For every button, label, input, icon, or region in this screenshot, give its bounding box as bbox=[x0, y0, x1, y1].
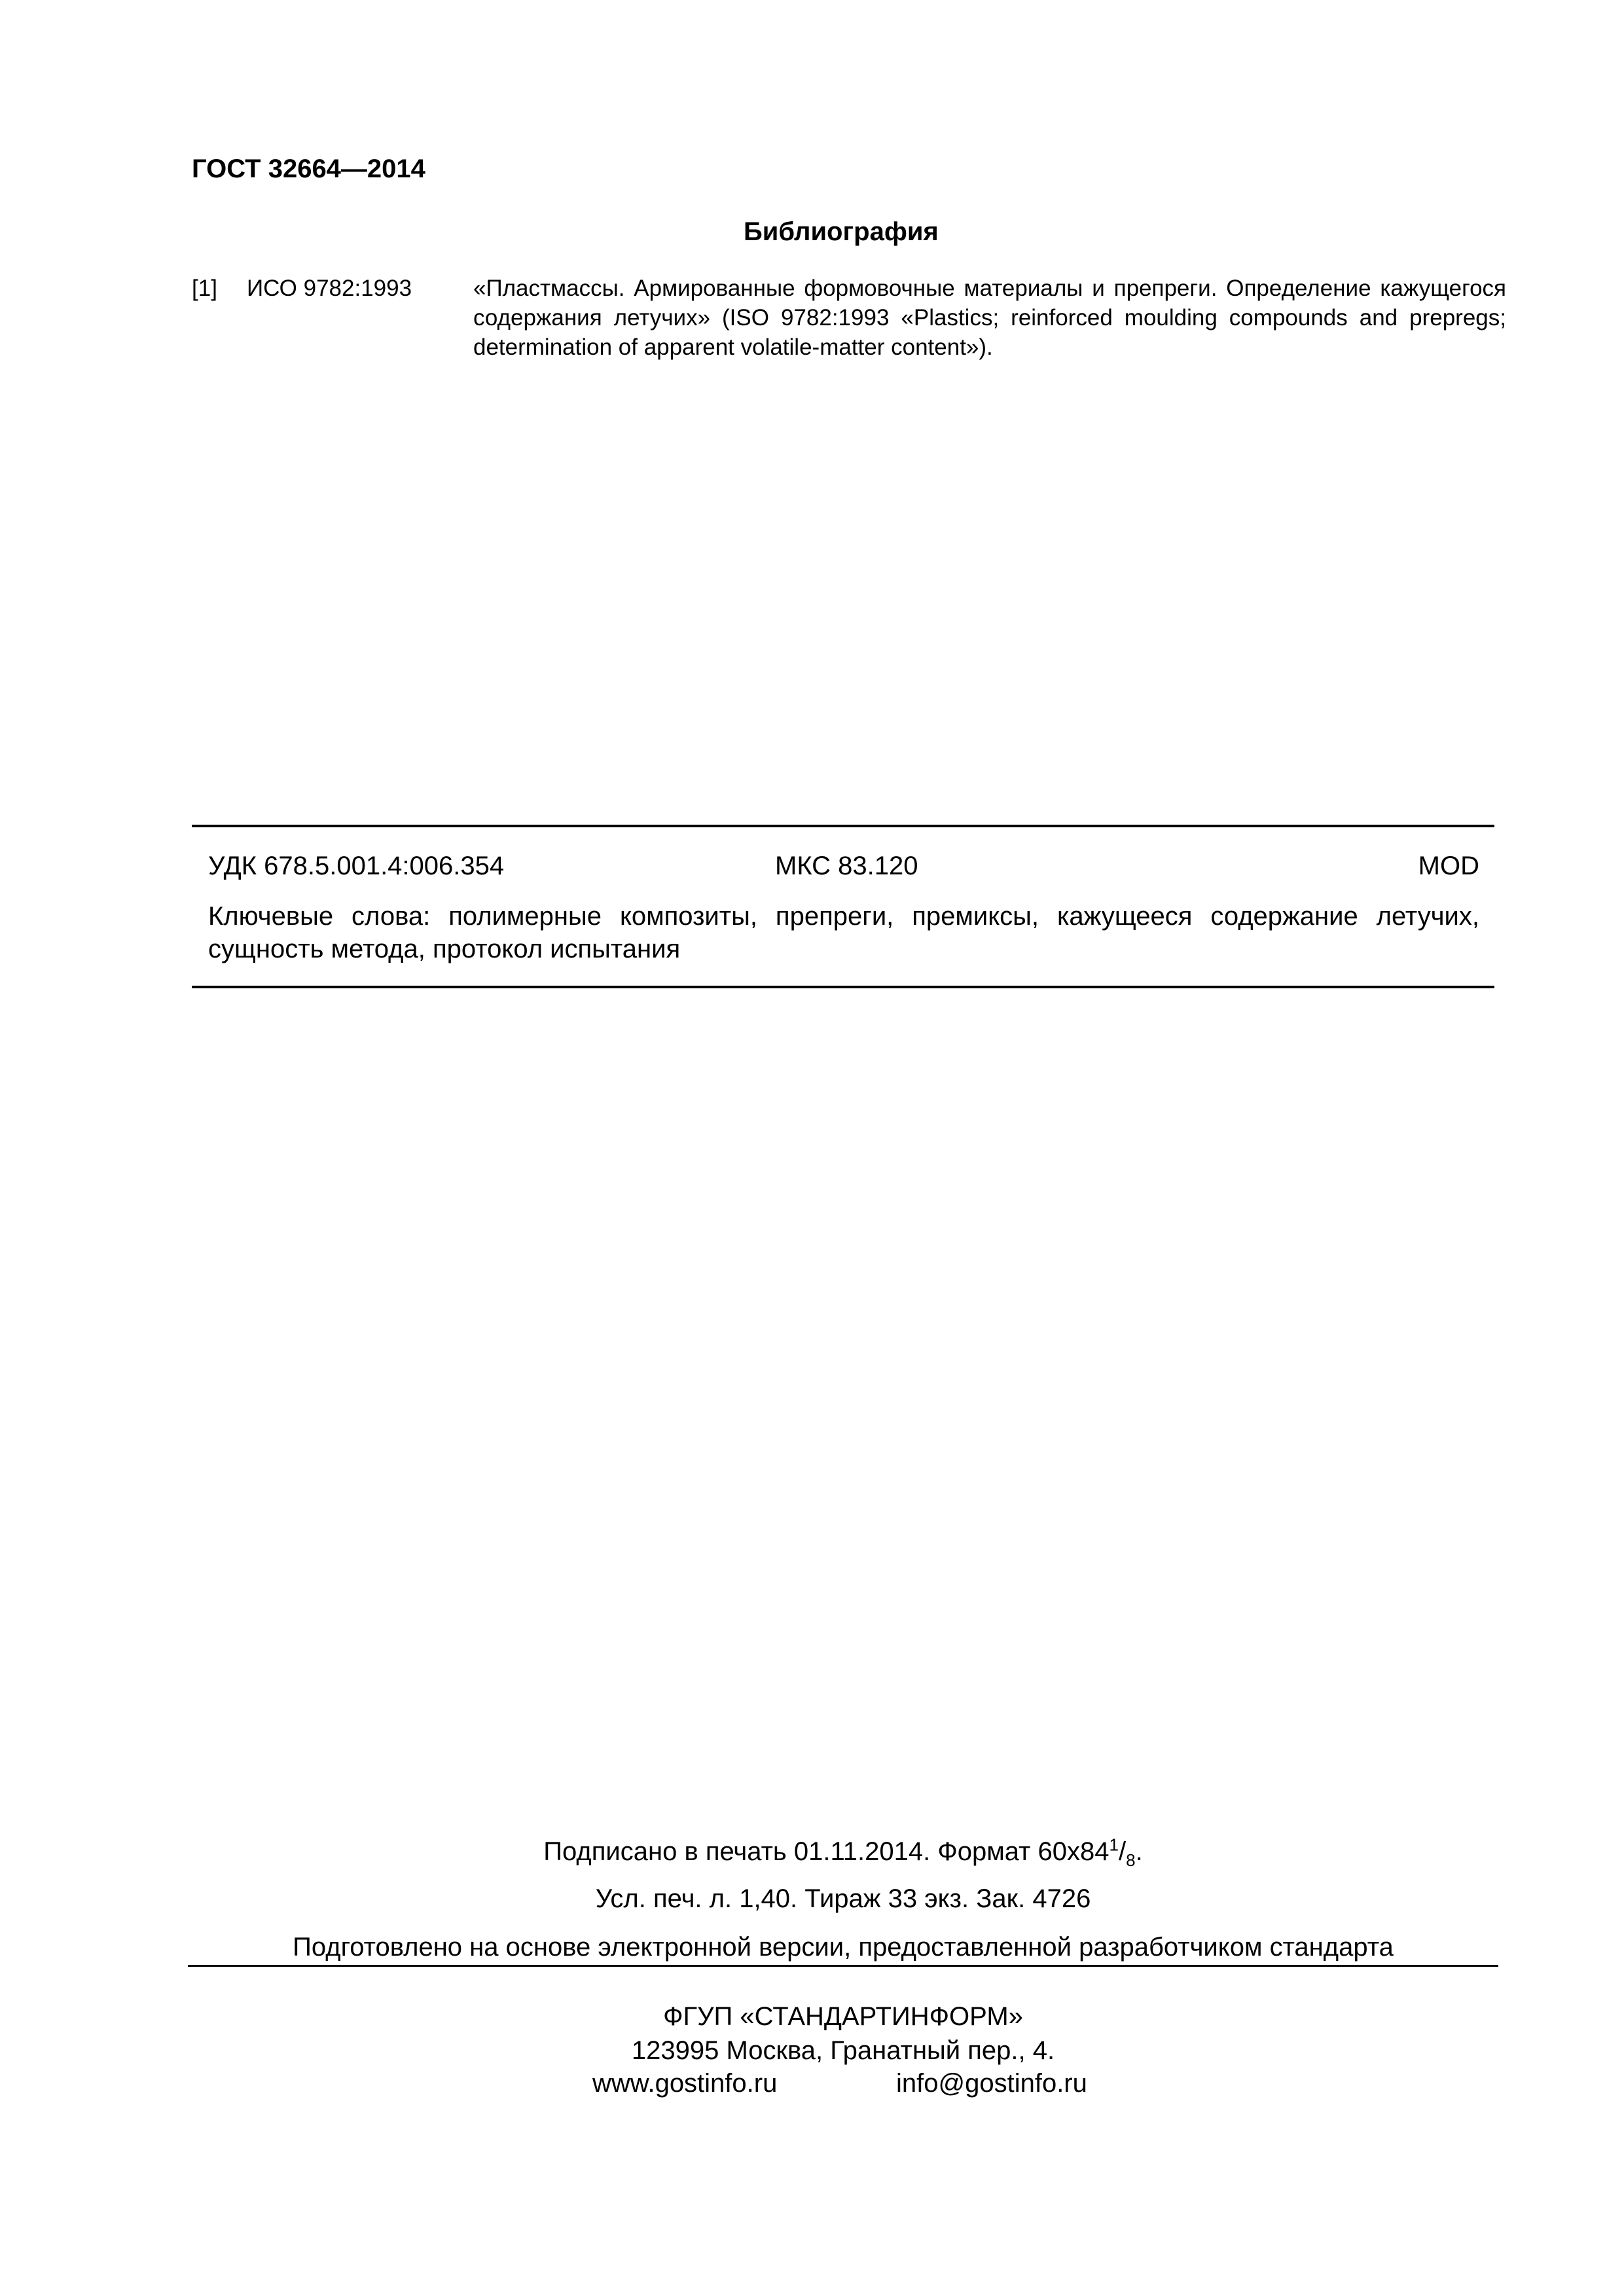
keywords: Ключевые слова: полимерные композиты, препреги, премиксы, кажущееся содержание летучих, сущность метода, протокол испытания bbox=[208, 902, 1479, 963]
bibliography-entry bbox=[192, 274, 1506, 372]
classification-top-rule bbox=[192, 825, 1494, 827]
classification-row bbox=[208, 848, 1479, 884]
publisher-name: ФГУП «СТАНДАРТИНФОРМ» bbox=[663, 2002, 1023, 2031]
udk-code: УДК 678.5.001.4:006.354 bbox=[208, 852, 505, 880]
bibliography-entry-number: [1] bbox=[192, 276, 217, 301]
publisher-website[interactable]: www.gostinfo.ru bbox=[592, 2069, 778, 2098]
modification-marker: MOD bbox=[1418, 852, 1479, 880]
signed-for-print-text: Подписано в печать 01.11.2014. Формат 60х84 bbox=[543, 1837, 1110, 1866]
publisher-address: 123995 Москва, Гранатный пер., 4. bbox=[631, 2036, 1055, 2065]
signed-for-print-end: . bbox=[1135, 1837, 1143, 1866]
bibliography-entry-text: «Пластмассы. Армированные формовочные материалы и препреги. Определение кажущегося содержания летучих» (ISO 9782:1993 «Plastics; reinforced moulding compounds and prepregs; determination of apparent volatile-matter content»). bbox=[473, 276, 1506, 360]
print-details: Усл. печ. л. 1,40. Тираж 33 экз. Зак. 4726 bbox=[595, 1884, 1091, 1913]
format-numerator: 1 bbox=[1109, 1835, 1119, 1855]
footer-rule bbox=[188, 1965, 1498, 1967]
classification-bottom-rule bbox=[192, 986, 1494, 988]
publisher-contacts bbox=[188, 2066, 1498, 2101]
bibliography-entry-code: ИСО 9782:1993 bbox=[247, 276, 412, 301]
prepared-note: Подготовлено на основе электронной версии, предоставленной разработчиком стандарта bbox=[293, 1933, 1394, 1962]
format-denominator: 8 bbox=[1126, 1850, 1136, 1870]
signed-for-print: Подписано в печать 01.11.2014. Формат $60х84^1/_8$. bbox=[543, 1835, 1143, 1870]
publisher-email[interactable]: info@gostinfo.ru bbox=[896, 2069, 1087, 2098]
document-code: ГОСТ 32664—2014 bbox=[192, 154, 425, 183]
bibliography-heading: Библиография bbox=[744, 217, 939, 246]
mks-code: МКС 83.120 bbox=[775, 852, 918, 880]
